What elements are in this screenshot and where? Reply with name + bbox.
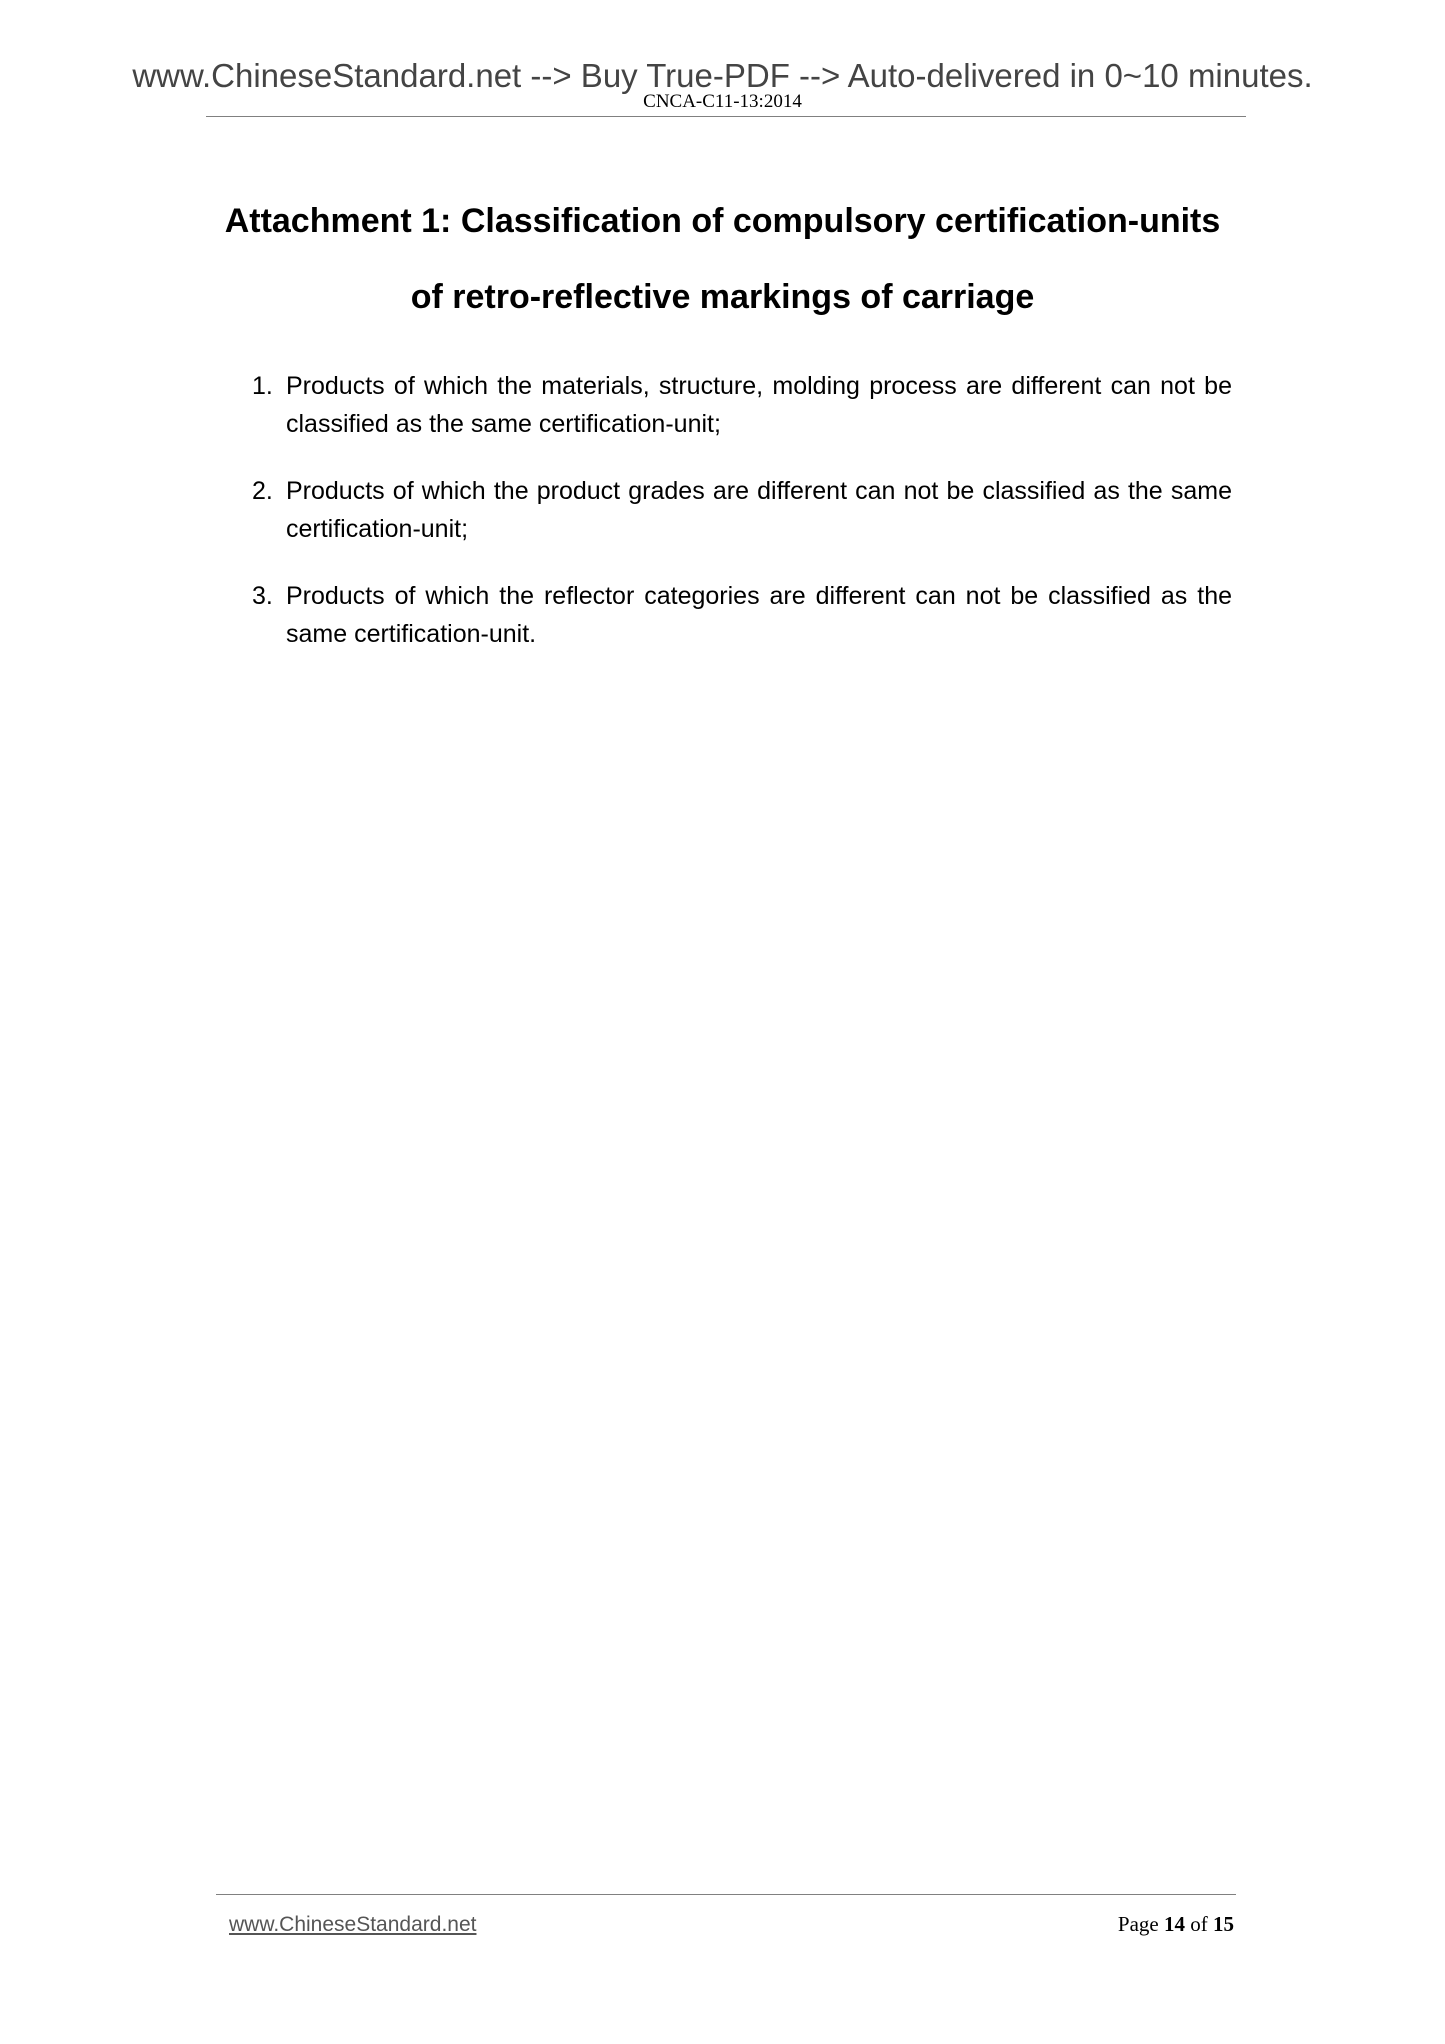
header-banner: www.ChineseStandard.net --> Buy True-PDF --> Auto-delivered in 0~10 minutes.: [132, 57, 1313, 94]
document-code: CNCA-C11-13:2014: [643, 91, 802, 112]
list-item-number: 1.: [252, 372, 273, 400]
classification-list: [252, 367, 1232, 682]
list-item-number: 2.: [252, 477, 273, 505]
page-number: [1118, 1911, 1234, 1937]
list-item-number: 3.: [252, 582, 273, 610]
list-item-text: Products of which the reflector categories are different can not be classified as the same certification-unit.: [286, 582, 1232, 648]
list-item-text: Products of which the materials, structure, molding process are different can not be classified as the same certification-unit;: [286, 372, 1232, 438]
footer-divider: [216, 1894, 1236, 1895]
footer-website-link[interactable]: www.ChineseStandard.net: [229, 1913, 477, 1936]
page-label: Page: [1117, 1912, 1159, 1936]
list-item: [252, 577, 1232, 653]
header-divider: [206, 116, 1246, 117]
page-total: 15: [1213, 1912, 1234, 1936]
page-current: 14: [1164, 1912, 1185, 1936]
page-title-line-2: of retro-reflective markings of carriage: [410, 278, 1035, 316]
list-item: [252, 472, 1232, 548]
page-of: of: [1190, 1912, 1208, 1936]
list-item-text: Products of which the product grades are different can not be classified as the same certification-unit;: [286, 477, 1232, 543]
list-item: [252, 367, 1232, 443]
page-title-line-1: Attachment 1: Classification of compulsory certification-units: [224, 202, 1221, 240]
